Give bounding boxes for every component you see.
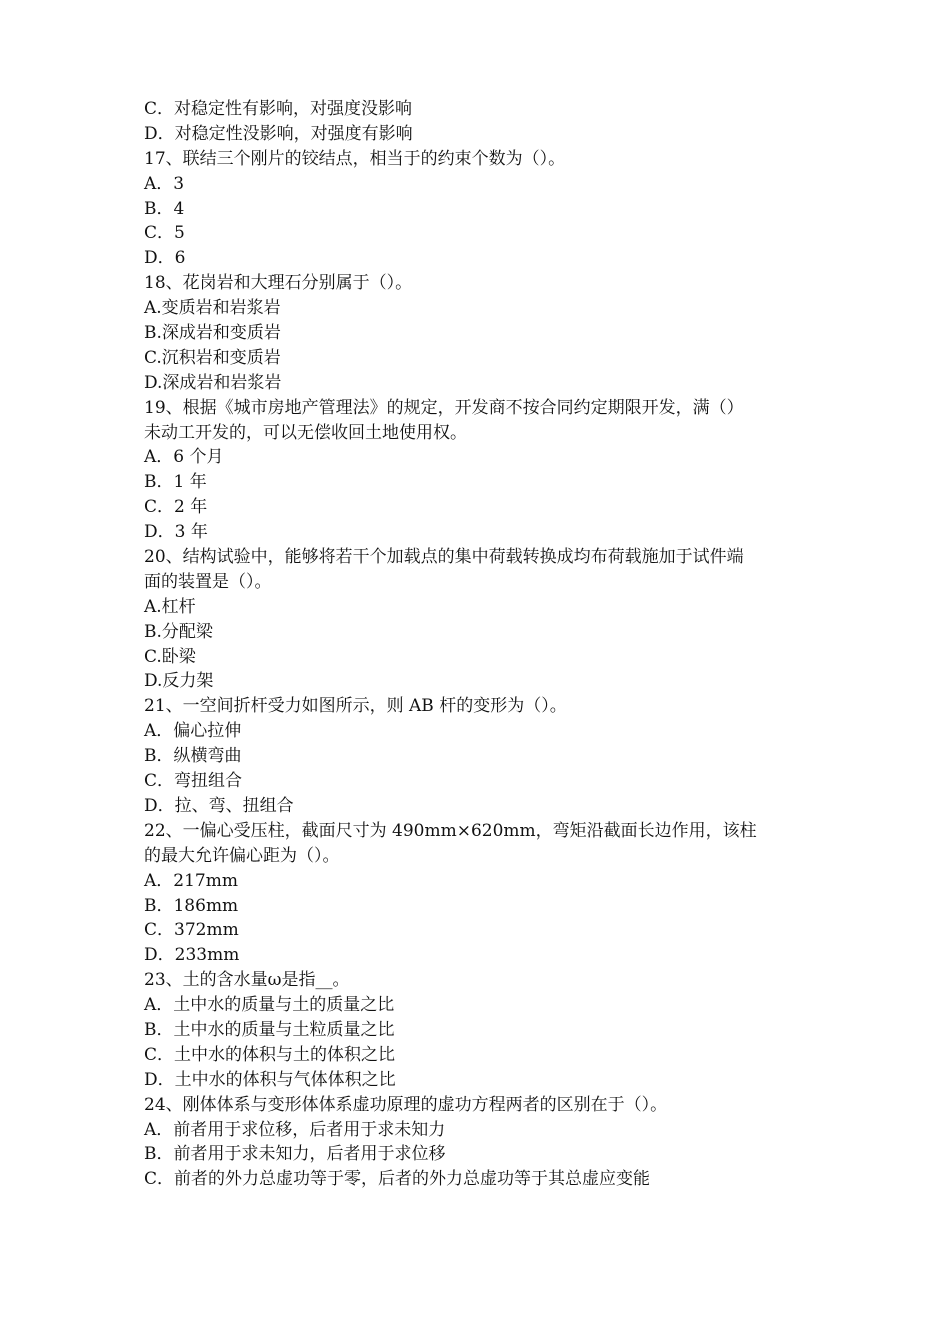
option-line: B．1 年 [144, 472, 207, 493]
text-line: D．对稳定性没影响，对强度有影响 [144, 123, 413, 144]
option-line: C．372mm [144, 920, 239, 941]
question-19: 19、根据《城市房地产管理法》的规定，开发商不按合同约定期限开发，满（） [144, 397, 744, 418]
option-line: C.沉积岩和变质岩 [144, 347, 281, 368]
option-line: B．4 [144, 198, 185, 219]
question-24: 24、刚体体系与变形体体系虚功原理的虚功方程两者的区别在于（）。 [144, 1094, 668, 1115]
option-line: D．3 年 [144, 522, 208, 543]
option-line: D．233mm [144, 945, 240, 966]
question-19-cont: 未动工开发的，可以无偿收回土地使用权。 [144, 422, 467, 443]
question-20-cont: 面的装置是（）。 [144, 571, 272, 592]
option-line: A.变质岩和岩浆岩 [144, 298, 281, 319]
option-line: D.反力架 [144, 671, 214, 692]
option-line: B．前者用于求未知力，后者用于求位移 [144, 1144, 446, 1165]
option-line: D．土中水的体积与气体体积之比 [144, 1069, 396, 1090]
question-21: 21、一空间折杆受力如图所示，则 AB 杆的变形为（）。 [144, 696, 567, 717]
question-22-cont: 的最大允许偏心距为（）。 [144, 845, 340, 866]
document-body [144, 97, 824, 1192]
option-line: A．3 [144, 173, 185, 194]
text-line: C．对稳定性有影响，对强度没影响 [144, 99, 413, 119]
question-18: 18、花岗岩和大理石分别属于（）。 [144, 273, 413, 294]
option-line: D.深成岩和岩浆岩 [144, 372, 282, 393]
option-line: C．弯扭组合 [144, 771, 243, 792]
option-line: B．土中水的质量与土粒质量之比 [144, 1019, 395, 1040]
option-line: A．偏心拉伸 [144, 721, 242, 742]
option-line: B．纵横弯曲 [144, 746, 242, 767]
option-line: A.杠杆 [144, 596, 196, 617]
option-line: B．186mm [144, 895, 239, 916]
question-17: 17、联结三个刚片的铰结点，相当于的约束个数为（）。 [144, 148, 566, 169]
question-22: 22、一偏心受压柱，截面尺寸为 490mm×620mm，弯矩沿截面长边作用，该柱 [144, 820, 757, 841]
option-line: C．5 [144, 223, 185, 244]
option-line: C.卧梁 [144, 646, 196, 667]
option-line: A．前者用于求位移，后者用于求未知力 [144, 1119, 446, 1140]
option-line: B.深成岩和变质岩 [144, 323, 281, 344]
option-line: A．6 个月 [144, 447, 224, 468]
option-line: C．2 年 [144, 497, 208, 518]
option-line: C．前者的外力总虚功等于零，后者的外力总虚功等于其总虚应变能 [144, 1169, 651, 1190]
option-line: A．217mm [144, 870, 238, 891]
option-line: A．土中水的质量与土的质量之比 [144, 995, 395, 1016]
option-line: D．6 [144, 248, 186, 269]
question-23: 23、土的含水量ω是指__。 [144, 970, 350, 991]
option-line: B.分配梁 [144, 621, 213, 642]
option-line: C．土中水的体积与土的体积之比 [144, 1044, 396, 1065]
option-line: D．拉、弯、扭组合 [144, 795, 294, 816]
question-20: 20、结构试验中，能够将若干个加载点的集中荷载转换成均布荷载施加于试件端 [144, 547, 744, 568]
